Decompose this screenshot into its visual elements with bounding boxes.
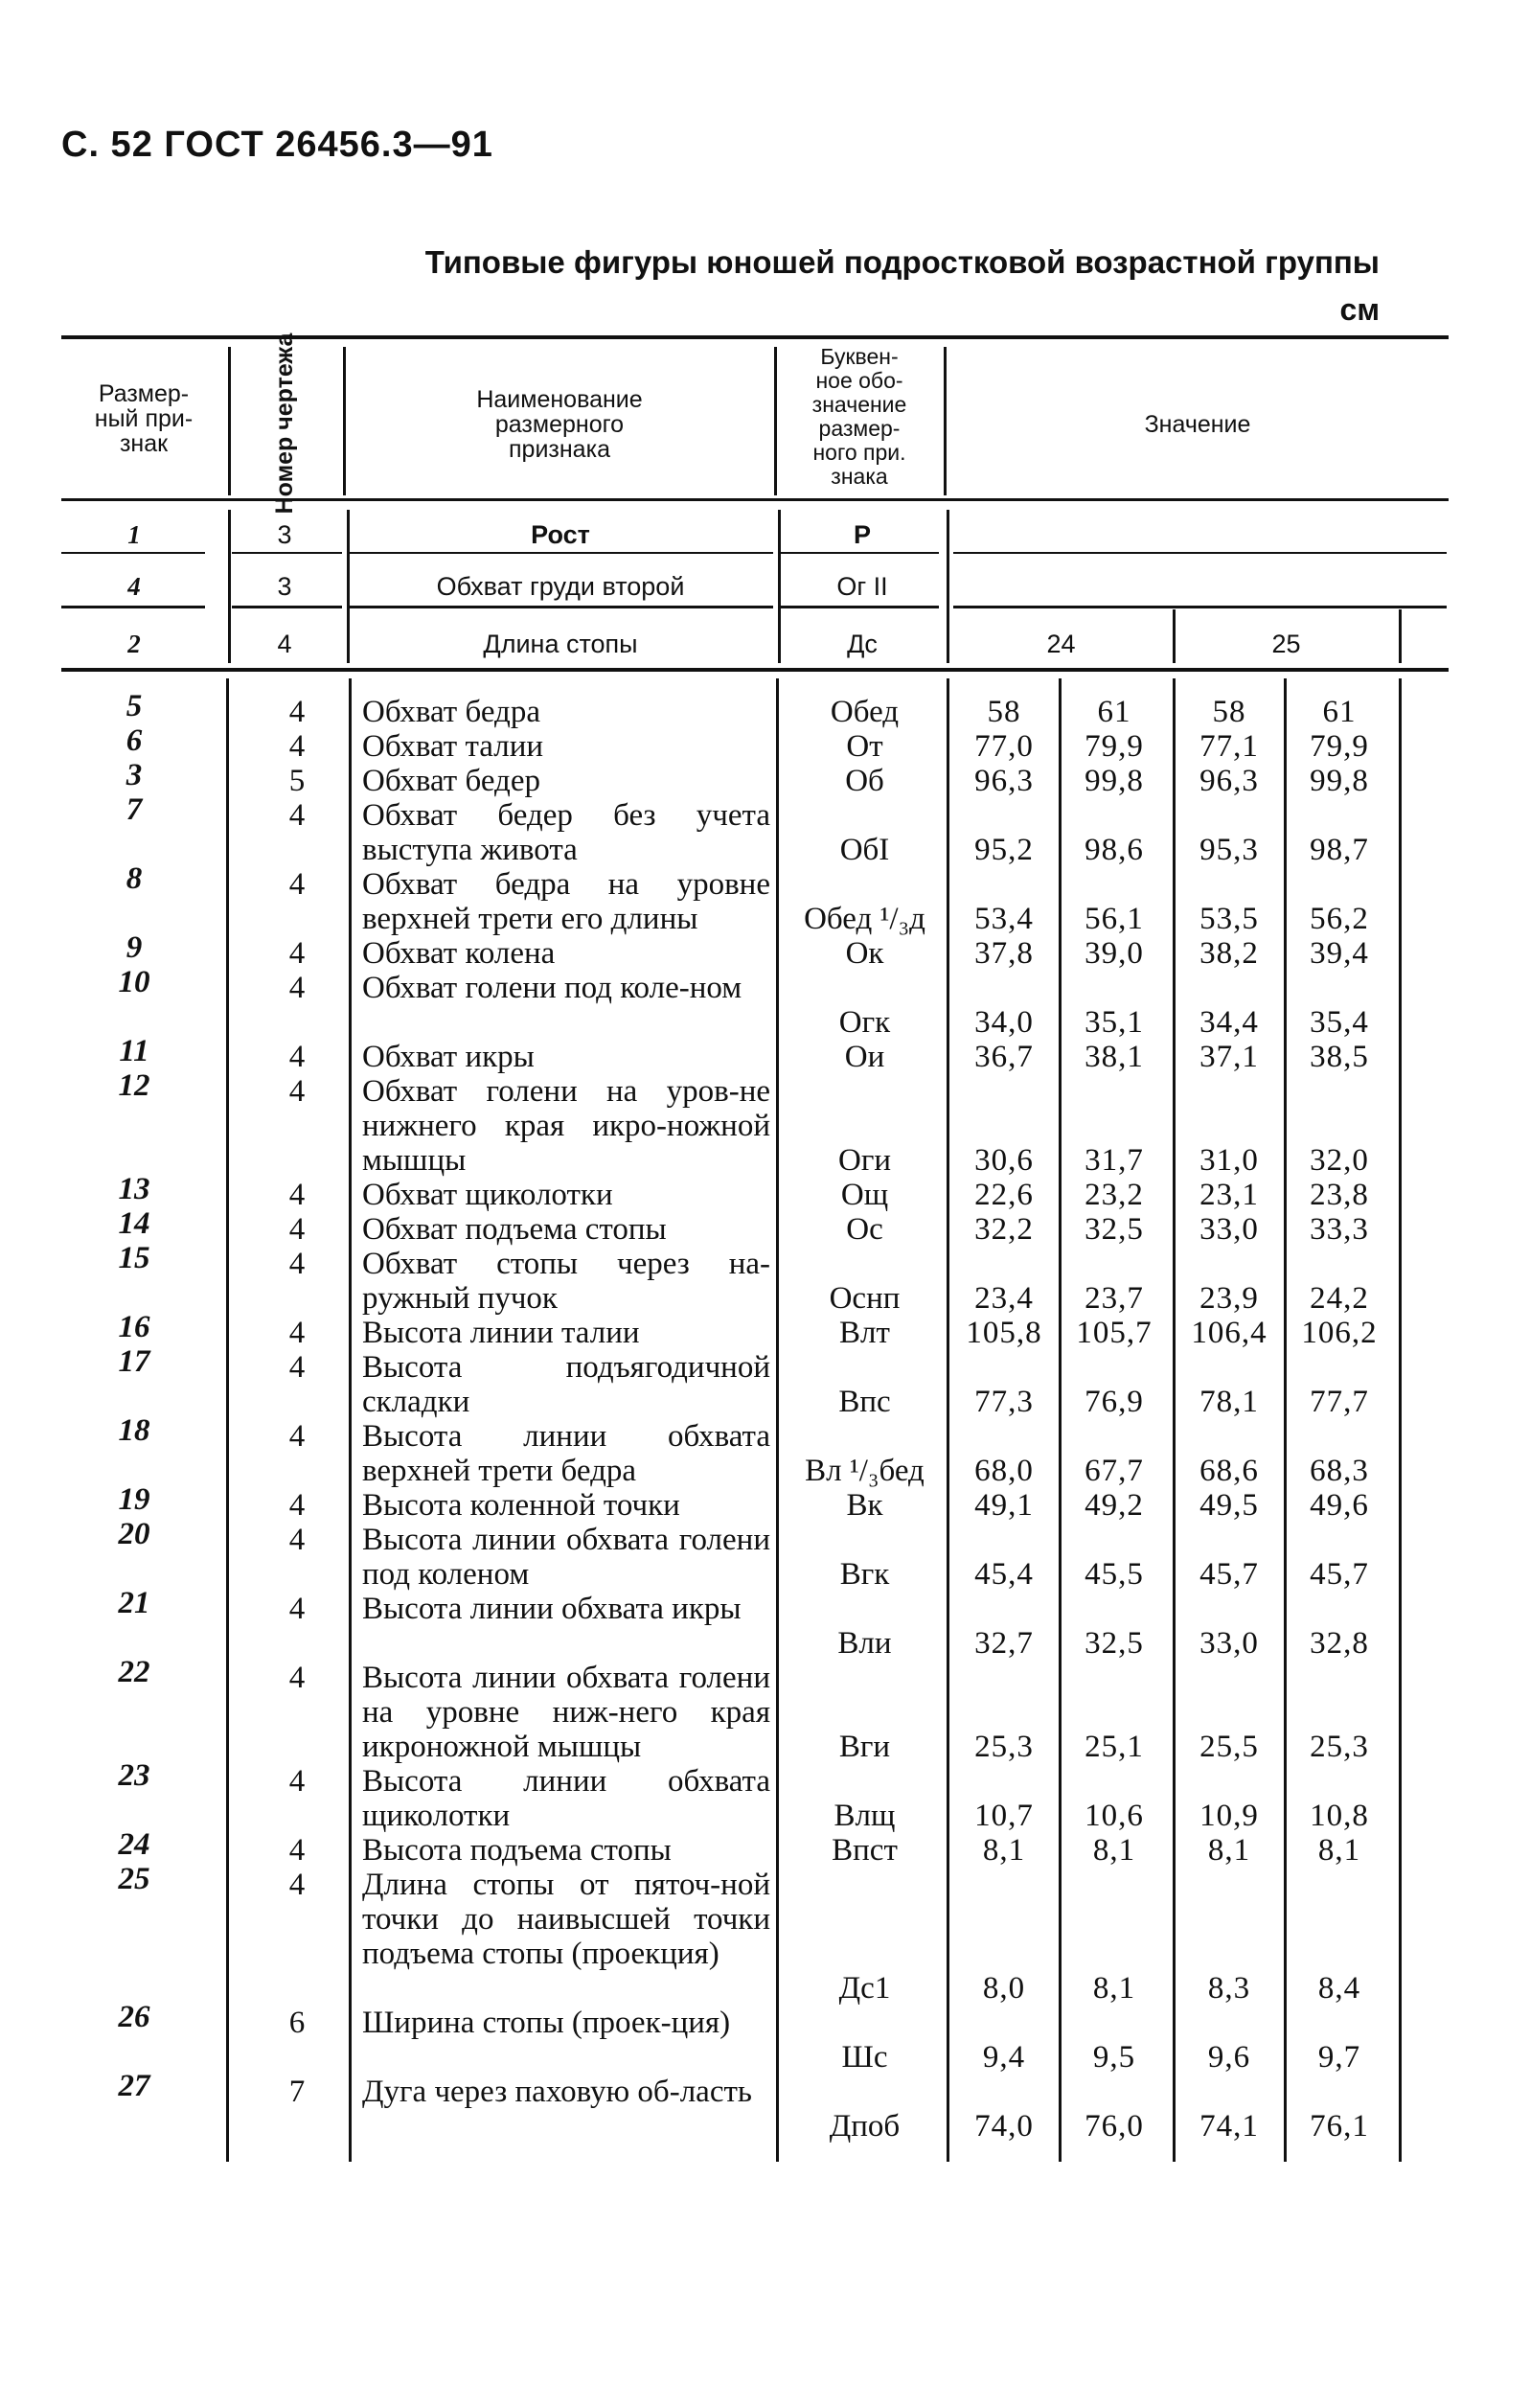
drawing-number: 4 — [288, 1074, 306, 1109]
sign-name: Обхват колена — [362, 936, 556, 971]
value-cell: 10,6 — [1085, 1799, 1144, 1833]
value-cell: 98,7 — [1310, 833, 1369, 867]
sign-number: 13 — [118, 1172, 150, 1206]
spec-name: Длина стопы — [483, 630, 638, 658]
sign-number: 14 — [118, 1206, 150, 1241]
drawing-number: 4 — [288, 1868, 306, 1902]
sign-number: 19 — [118, 1482, 150, 1517]
drawing-number: 4 — [288, 1523, 306, 1557]
spec-bottom-rule — [61, 668, 1449, 672]
sign-code: Ои — [844, 1040, 885, 1074]
value-cell: 33,3 — [1310, 1212, 1369, 1247]
value-cell: 49,6 — [1310, 1488, 1369, 1523]
sign-name: Высота подъема стопы — [362, 1833, 672, 1868]
spec-code: Ог II — [836, 572, 888, 601]
drawing-number: 4 — [288, 936, 306, 971]
sign-number: 5 — [126, 689, 143, 723]
value-cell: 58 — [987, 695, 1021, 729]
value-cell: 23,9 — [1199, 1281, 1259, 1316]
sign-name: Обхват икры — [362, 1040, 535, 1074]
sign-code: Вл ¹/₃бед — [805, 1454, 925, 1488]
spec-divider — [1399, 609, 1402, 663]
value-cell: 34,4 — [1199, 1005, 1259, 1040]
sign-name: Обхват бедра — [362, 695, 540, 729]
value-cell: 96,3 — [1199, 764, 1259, 798]
sign-name: Высота линии обхвата верхней трети бедра — [362, 1419, 770, 1488]
drawing-number: 7 — [288, 2075, 306, 2109]
value-cell: 23,4 — [974, 1281, 1034, 1316]
drawing-number: 4 — [288, 1592, 306, 1626]
sign-name: Обхват голени на уров-не нижнего края икро-ножной мышцы — [362, 1074, 770, 1178]
spec-num: 4 — [127, 572, 141, 601]
sign-code: Впст — [832, 1833, 898, 1868]
header-drawing-text: Номер чертежа — [271, 333, 298, 515]
sign-name: Обхват подъема стопы — [362, 1212, 667, 1247]
value-cell: 79,9 — [1310, 729, 1369, 764]
sign-code: Оги — [837, 1143, 892, 1178]
value-cell: 8,1 — [1207, 1833, 1251, 1868]
value-cell: 106,2 — [1301, 1316, 1378, 1350]
value-cell: 105,8 — [966, 1316, 1042, 1350]
sign-code: Вгк — [839, 1557, 890, 1592]
sign-code: Оснп — [829, 1281, 901, 1316]
table-row — [0, 723, 1530, 764]
sign-name: Обхват щиколотки — [362, 1178, 613, 1212]
value-cell: 23,8 — [1310, 1178, 1369, 1212]
sign-name: Высота линии талии — [362, 1316, 640, 1350]
spec-name: Обхват груди второй — [436, 572, 685, 601]
spec-rule — [61, 552, 205, 554]
value-cell: 8,0 — [982, 1971, 1026, 2006]
sign-name: Обхват талии — [362, 729, 544, 764]
value-cell: 9,5 — [1092, 2040, 1136, 2075]
value-cell: 76,0 — [1085, 2109, 1144, 2144]
value-cell: 10,9 — [1199, 1799, 1259, 1833]
table-row — [0, 1655, 1530, 1764]
spec-drawing: 3 — [277, 520, 292, 549]
sign-number: 24 — [118, 1827, 150, 1862]
value-cell: 49,1 — [974, 1488, 1034, 1523]
spec-rule — [232, 552, 342, 554]
sign-code: Вги — [838, 1730, 891, 1764]
drawing-number: 5 — [288, 764, 306, 798]
spec-name: Рост — [531, 520, 590, 549]
header-divider — [343, 347, 346, 495]
spec-rule — [781, 552, 939, 554]
sign-name: Высота линии обхвата икры — [362, 1592, 742, 1626]
sign-name: Высота линии обхвата голени на уровне ниж-него края икроножной мышцы — [362, 1661, 770, 1764]
value-cell: 33,0 — [1199, 1626, 1259, 1661]
value-cell: 34,0 — [974, 1005, 1034, 1040]
value-cell: 8,1 — [982, 1833, 1026, 1868]
sign-code: Огк — [838, 1005, 891, 1040]
drawing-number: 4 — [288, 1350, 306, 1385]
spec-drawing: 3 — [277, 572, 292, 601]
value-cell: 10,8 — [1310, 1799, 1369, 1833]
value-cell: 74,0 — [974, 2109, 1034, 2144]
spec-divider — [1173, 609, 1176, 663]
foot-length-24: 24 — [1046, 630, 1076, 658]
spec-divider — [228, 510, 231, 663]
value-cell: 8,4 — [1317, 1971, 1361, 2006]
table-row — [0, 1862, 1530, 2006]
value-cell: 37,1 — [1199, 1040, 1259, 1074]
sign-number: 27 — [118, 2069, 150, 2103]
value-cell: 9,7 — [1317, 2040, 1361, 2075]
value-cell: 8,1 — [1317, 1833, 1361, 1868]
sign-code: Вк — [846, 1488, 883, 1523]
table-row — [0, 1310, 1530, 1350]
sign-code: Обед — [830, 695, 900, 729]
table-row — [0, 2069, 1530, 2144]
spec-rule — [232, 606, 342, 608]
table-row — [0, 1758, 1530, 1833]
value-cell: 36,7 — [974, 1040, 1034, 1074]
value-cell: 61 — [1322, 695, 1357, 729]
value-cell: 31,0 — [1199, 1143, 1259, 1178]
spec-divider — [947, 510, 949, 663]
spec-divider — [347, 510, 350, 663]
sign-code: ОбI — [839, 833, 890, 867]
value-cell: 45,5 — [1085, 1557, 1144, 1592]
value-cell: 32,5 — [1085, 1212, 1144, 1247]
sign-code: Впс — [838, 1385, 891, 1419]
value-cell: 67,7 — [1085, 1454, 1144, 1488]
sign-name: Ширина стопы (проек-ция) — [362, 2006, 731, 2040]
spec-rule — [953, 552, 1447, 554]
table-row — [0, 1241, 1530, 1316]
sign-name: Высота линии обхвата голени под коленом — [362, 1523, 770, 1592]
value-cell: 49,2 — [1085, 1488, 1144, 1523]
sign-number: 11 — [119, 1034, 149, 1068]
spec-num: 2 — [127, 630, 141, 658]
header-divider — [228, 347, 231, 495]
value-cell: 53,5 — [1199, 902, 1259, 936]
value-cell: 95,3 — [1199, 833, 1259, 867]
table-row — [0, 792, 1530, 867]
sign-number: 21 — [118, 1586, 150, 1620]
sign-number: 12 — [118, 1068, 150, 1103]
value-cell: 68,6 — [1199, 1454, 1259, 1488]
foot-length-25: 25 — [1271, 630, 1301, 658]
sign-name: Высота подъягодичной складки — [362, 1350, 770, 1419]
sign-number: 7 — [126, 792, 143, 827]
value-cell: 32,5 — [1085, 1626, 1144, 1661]
value-cell: 61 — [1097, 695, 1131, 729]
spec-divider — [778, 510, 781, 663]
sign-code: Ок — [845, 936, 884, 971]
value-cell: 68,3 — [1310, 1454, 1369, 1488]
value-cell: 32,8 — [1310, 1626, 1369, 1661]
value-cell: 77,0 — [974, 729, 1034, 764]
value-cell: 106,4 — [1191, 1316, 1267, 1350]
value-cell: 38,1 — [1085, 1040, 1144, 1074]
value-cell: 23,1 — [1199, 1178, 1259, 1212]
header-name: Наименование размерного признака — [476, 386, 643, 463]
value-cell: 32,7 — [974, 1626, 1034, 1661]
spec-code: Дс — [847, 630, 878, 658]
sign-code: Дпоб — [829, 2109, 901, 2144]
sign-number: 3 — [126, 758, 143, 792]
value-cell: 35,4 — [1310, 1005, 1369, 1040]
value-cell: 77,3 — [974, 1385, 1034, 1419]
table-row — [0, 758, 1530, 798]
sign-number: 16 — [118, 1310, 150, 1344]
value-cell: 8,1 — [1092, 1971, 1136, 2006]
spec-rule — [781, 606, 939, 608]
value-cell: 31,7 — [1085, 1143, 1144, 1178]
value-cell: 39,0 — [1085, 936, 1144, 971]
drawing-number: 6 — [288, 2006, 306, 2040]
value-cell: 105,7 — [1076, 1316, 1153, 1350]
sign-name: Обхват бедра на уровне верхней трети его длины — [362, 867, 770, 936]
drawing-number: 4 — [288, 1764, 306, 1799]
header-bottom-rule — [61, 498, 1449, 501]
value-cell: 98,6 — [1085, 833, 1144, 867]
drawing-number: 4 — [288, 695, 306, 729]
table-row — [0, 1206, 1530, 1247]
header-drawing-number — [232, 333, 337, 515]
value-cell: 68,0 — [974, 1454, 1034, 1488]
sign-number: 25 — [118, 1862, 150, 1896]
value-cell: 25,5 — [1199, 1730, 1259, 1764]
sign-number: 8 — [126, 861, 143, 896]
table-row — [0, 1586, 1530, 1661]
spec-rule — [61, 606, 205, 608]
value-cell: 38,2 — [1199, 936, 1259, 971]
value-cell: 45,7 — [1199, 1557, 1259, 1592]
value-cell: 45,4 — [974, 1557, 1034, 1592]
sign-number: 6 — [126, 723, 143, 758]
value-cell: 30,6 — [974, 1143, 1034, 1178]
drawing-number: 4 — [288, 1488, 306, 1523]
value-cell: 58 — [1212, 695, 1246, 729]
spec-num: 1 — [127, 520, 141, 549]
table-row — [0, 861, 1530, 936]
value-cell: 9,4 — [982, 2040, 1026, 2075]
drawing-number: 4 — [288, 1833, 306, 1868]
sign-code: Влщ — [834, 1799, 896, 1833]
sign-code: Ос — [846, 1212, 883, 1247]
table-row — [0, 930, 1530, 971]
drawing-number: 4 — [288, 867, 306, 902]
sign-name: Высота линии обхвата щиколотки — [362, 1764, 770, 1833]
drawing-number: 4 — [288, 1419, 306, 1454]
value-cell: 53,4 — [974, 902, 1034, 936]
spec-rule — [347, 552, 773, 554]
value-cell: 22,6 — [974, 1178, 1034, 1212]
sign-number: 10 — [118, 965, 150, 999]
value-cell: 56,2 — [1310, 902, 1369, 936]
table-row — [0, 2000, 1530, 2075]
value-cell: 33,0 — [1199, 1212, 1259, 1247]
header-size-sign: Размер- ный при- знак — [94, 380, 194, 457]
table-row — [0, 1172, 1530, 1212]
spec-rule — [953, 606, 1447, 608]
value-cell: 10,7 — [974, 1799, 1034, 1833]
sign-name: Дуга через паховую об-ласть — [362, 2075, 752, 2109]
sign-name: Обхват голени под коле-ном — [362, 971, 742, 1005]
value-cell: 56,1 — [1085, 902, 1144, 936]
drawing-number: 4 — [288, 1316, 306, 1350]
sign-name: Высота коленной точки — [362, 1488, 680, 1523]
header-divider — [944, 347, 947, 495]
value-cell: 99,8 — [1310, 764, 1369, 798]
spec-rule — [347, 606, 773, 608]
table-top-rule — [61, 335, 1449, 339]
table-title: Типовые фигуры юношей подростковой возрастной группы — [424, 244, 1380, 280]
table-row — [0, 1413, 1530, 1488]
value-cell: 45,7 — [1310, 1557, 1369, 1592]
sign-number: 20 — [118, 1517, 150, 1551]
drawing-number: 4 — [288, 1661, 306, 1695]
value-cell: 96,3 — [974, 764, 1034, 798]
sign-code: Об — [845, 764, 884, 798]
sign-number: 15 — [118, 1241, 150, 1275]
sign-name: Обхват стопы через на-ружный пучок — [362, 1247, 770, 1316]
unit-label: см — [1339, 292, 1380, 327]
value-cell: 39,4 — [1310, 936, 1369, 971]
sign-number: 26 — [118, 2000, 150, 2034]
sign-code: Дс1 — [838, 1971, 891, 2006]
sign-name: Обхват бедер — [362, 764, 540, 798]
sign-number: 18 — [118, 1413, 150, 1448]
sign-number: 9 — [126, 930, 143, 965]
drawing-number: 4 — [288, 798, 306, 833]
table-row — [0, 965, 1530, 1040]
spec-code: Р — [853, 520, 871, 549]
value-cell: 99,8 — [1085, 764, 1144, 798]
value-cell: 24,2 — [1310, 1281, 1369, 1316]
sign-code: Ощ — [840, 1178, 889, 1212]
table-row — [0, 1034, 1530, 1074]
value-cell: 37,8 — [974, 936, 1034, 971]
value-cell: 9,6 — [1207, 2040, 1251, 2075]
value-cell: 8,1 — [1092, 1833, 1136, 1868]
header-divider — [774, 347, 777, 495]
table-row — [0, 1517, 1530, 1592]
value-cell: 77,1 — [1199, 729, 1259, 764]
value-cell: 35,1 — [1085, 1005, 1144, 1040]
table-row — [0, 1068, 1530, 1178]
table-row — [0, 1482, 1530, 1523]
value-cell: 78,1 — [1199, 1385, 1259, 1419]
value-cell: 25,3 — [1310, 1730, 1369, 1764]
value-cell: 79,9 — [1085, 729, 1144, 764]
table-row — [0, 689, 1530, 729]
value-cell: 8,3 — [1207, 1971, 1251, 2006]
sign-number: 23 — [118, 1758, 150, 1793]
header-value: Значение — [1144, 411, 1251, 438]
sign-code: Шс — [841, 2040, 888, 2075]
value-cell: 25,3 — [974, 1730, 1034, 1764]
spec-drawing: 4 — [277, 630, 292, 658]
drawing-number: 4 — [288, 1178, 306, 1212]
header-code: Буквен- ное обо- значение размер- ного при. знака — [811, 344, 907, 489]
table-row — [0, 1827, 1530, 1868]
sign-code: От — [846, 729, 883, 764]
value-cell: 95,2 — [974, 833, 1034, 867]
drawing-number: 4 — [288, 1247, 306, 1281]
sign-number: 17 — [118, 1344, 150, 1379]
sign-number: 22 — [118, 1655, 150, 1689]
drawing-number: 4 — [288, 1040, 306, 1074]
value-cell: 49,5 — [1199, 1488, 1259, 1523]
value-cell: 76,9 — [1085, 1385, 1144, 1419]
value-cell: 74,1 — [1199, 2109, 1259, 2144]
drawing-number: 4 — [288, 729, 306, 764]
sign-code: Вли — [837, 1626, 892, 1661]
sign-code: Обед ¹/₃д — [804, 902, 925, 936]
value-cell: 25,1 — [1085, 1730, 1144, 1764]
sign-name: Длина стопы от пяточ-ной точки до наивысшей точки подъема стопы (проекция) — [362, 1868, 770, 1971]
value-cell: 32,2 — [974, 1212, 1034, 1247]
value-cell: 77,7 — [1310, 1385, 1369, 1419]
table-row — [0, 1344, 1530, 1419]
value-cell: 23,2 — [1085, 1178, 1144, 1212]
page-header: С. 52 ГОСТ 26456.3—91 — [61, 125, 493, 165]
drawing-number: 4 — [288, 1212, 306, 1247]
sign-code: Влт — [839, 1316, 890, 1350]
drawing-number: 4 — [288, 971, 306, 1005]
value-cell: 76,1 — [1310, 2109, 1369, 2144]
value-cell: 38,5 — [1310, 1040, 1369, 1074]
sign-name: Обхват бедер без учета выступа живота — [362, 798, 770, 867]
value-cell: 32,0 — [1310, 1143, 1369, 1178]
value-cell: 23,7 — [1085, 1281, 1144, 1316]
